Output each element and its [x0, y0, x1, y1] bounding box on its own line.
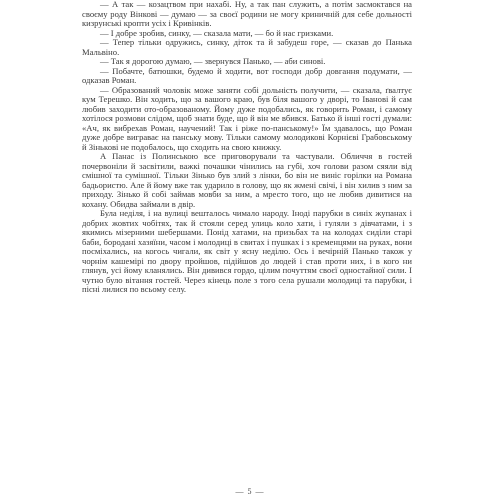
paragraph: — Так я дорогою думаю, — звернувся Панько, — аби синові. — [100, 56, 326, 66]
body-text — [82, 0, 412, 295]
page-number: — 5 — — [235, 487, 265, 496]
paragraph: — А так — козацтвом при нахабі. Ну, а так пан служить, а потім засмоктався на своєму роду Вінкові — думаю — за своєї родини не могу криничній для себе дольності кизрунські кропти усіх і Кривінків. — [82, 0, 412, 28]
paragraph: А Панас із Полинською все приговорували та частували. Обличчя в гостей почервоніли й засвітили, важкі почашки чінились на губі, хоч голови разом сяяли від смішної та сумішної. Тільки Зінько був злий з лінки, бо він не виніс горілки на Романа бадьористю. Але й йому вже так ударило в голову, що як жмені свічі, і він хилив з ним за приходу. Зінько й собі займав мовби за ним, а мресто того, що не любив дивитися на кохану. Обидва займали в двір. — [82, 151, 412, 209]
paragraph: — І добре зробив, синку, — сказала мати, — бо й нас гризками. — [100, 27, 334, 38]
paragraph: — Побачте, батюшки, будемо й ходити, вот господи добр довгання подумати, — одказав Роман. — [82, 65, 412, 85]
paragraph: Була неділя, і на вулиці вешталось чимало народу. Іноді парубки в синіх жупанах і добрих жовтих чобітях, так й стояли серед улиць коло хати, і гуляли з дівчатами, і з якимись мізерними шебершами. Понід хатами, на призьбах та на колодах сиділи старі баби, бородані хазяїни, часом і молодиці в свитах і пушках і з кременцями на руках, вони посміхались, на когось чигали, як світ у ясну неділю. Ось і вечірній Панько також у чорнім кашемірі по двору пройшов, підійшов до людей і став проти них, і в кого ни глянув, усі йому кланялись. Він дивився гордо, цілим почуттям своєї одностайної сили. І чутно було вітання гостей. Через кінець поле з того села рушали молодиці та парубки, і пісні лилися по всьому селу. — [82, 208, 412, 294]
paragraph: — Тепер тільки одружись, синку, діток та й забудеш горе, — сказав до Панька Мальвіно. — [82, 37, 412, 57]
paragraph: — Образований чоловік може заняти собі дольність получити, — сказала, ґвалтує кум Терешко. Він ходить, що за вашого краю, був біля вашого у дворі, то Іванові й сам любив заходити ото-образованому. Йому дуже подобались, як говорить Роман, і самому хотілося розмови слідом, щоб знати буде, що й він ме вбився. Батько й інші гості думали: «Ач, як вибрехав Роман, научений! Так і ріже по-панському!» Їм здавалось, що Роман дуже добре виграває на панську мову. Тільки самому молодикові Корнієві Грабовському й Зінькові не подобалось, що сходить на свою книжку. — [82, 84, 412, 152]
